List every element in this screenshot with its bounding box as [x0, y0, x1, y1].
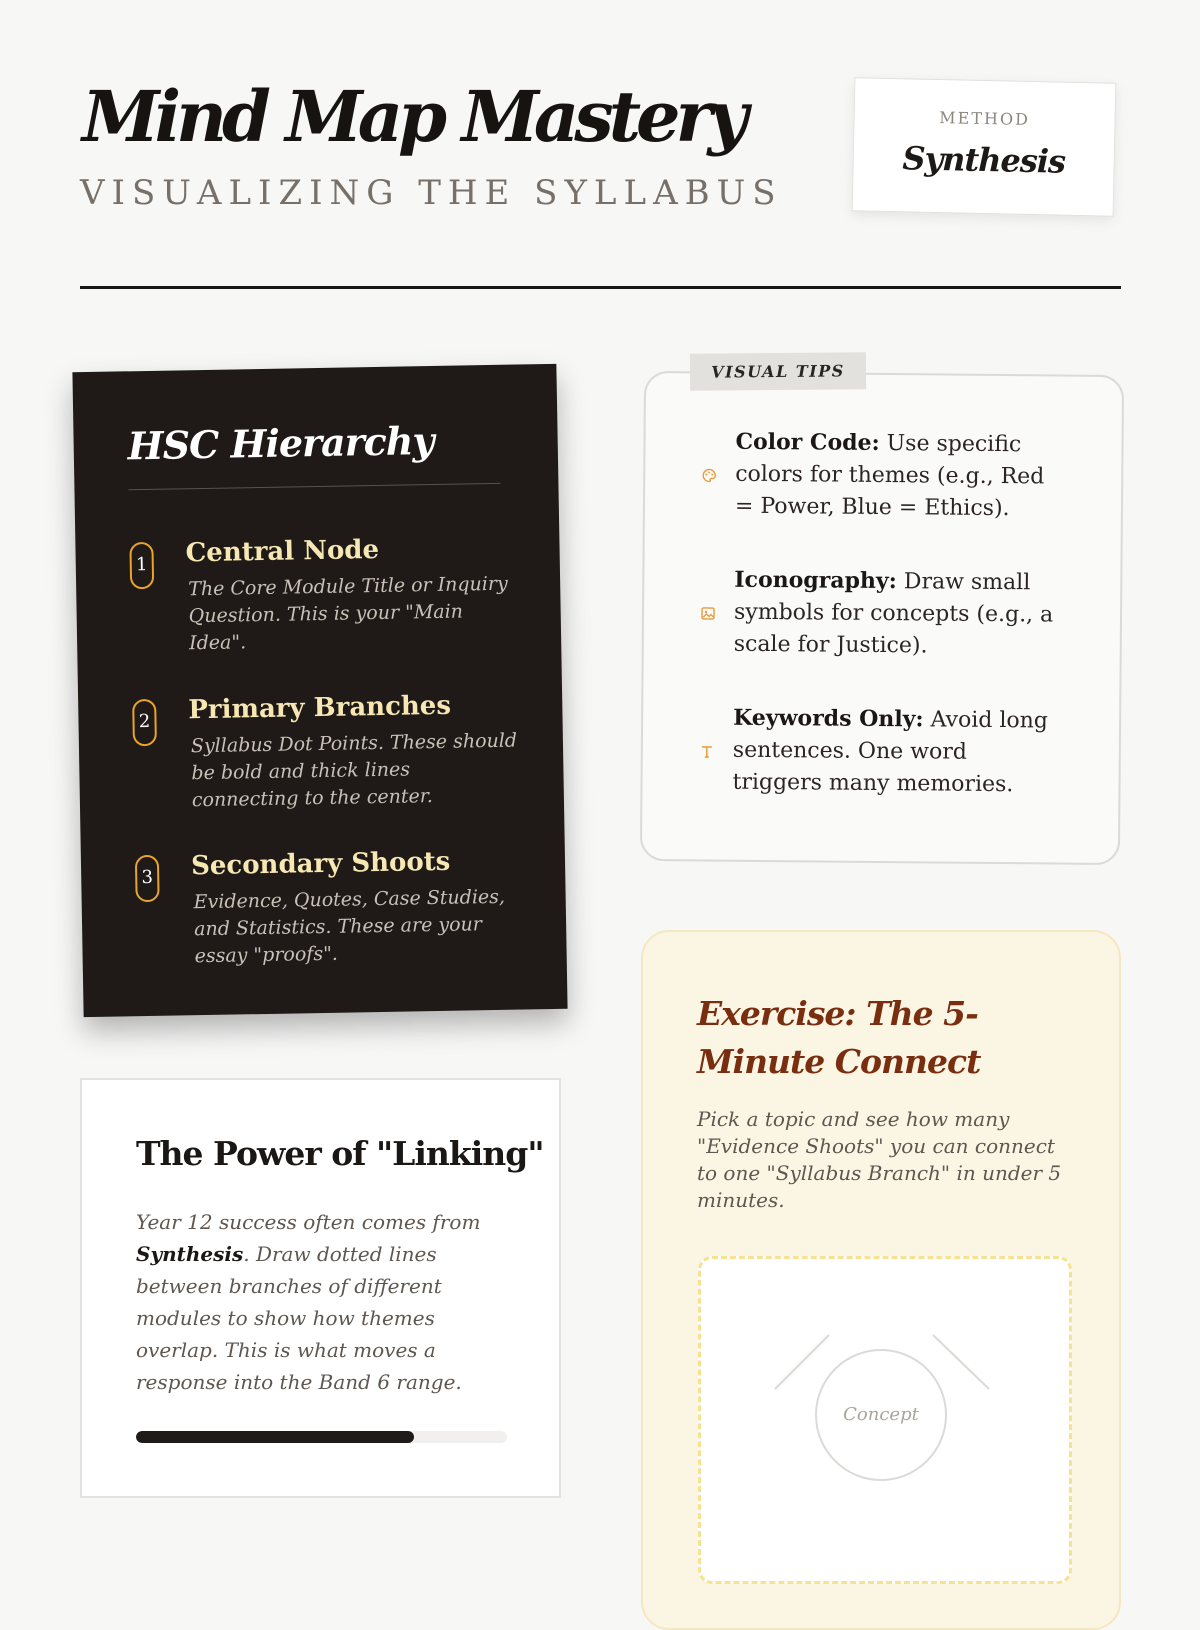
tip-description: Use specific colors for themes (e.g., Red = Power, Blue = Ethics). — [734, 430, 1045, 522]
tip-description: Avoid long sentences. One word triggers many memories. — [732, 707, 1049, 798]
hierarchy-title: HSC Hierarchy — [127, 417, 434, 469]
palette-icon — [701, 467, 717, 483]
linking-body — [136, 1206, 511, 1398]
step-number-badge: 1 — [129, 542, 154, 589]
concept-node[interactable]: Concept — [815, 1349, 947, 1481]
tip-iconography — [734, 564, 1065, 664]
linking-body-start: Year 12 success often comes from — [136, 1210, 481, 1234]
tip-term: Color Code: — [735, 428, 880, 456]
hierarchy-item-heading: Primary Branches — [188, 690, 452, 726]
method-card — [852, 77, 1117, 216]
progress-fill — [136, 1431, 414, 1443]
hierarchy-item-heading: Central Node — [185, 534, 380, 569]
linking-body-end: . Draw dotted lines between branches of different modules to show how themes overlap. This is what moves a response into the Band 6 range. — [136, 1242, 462, 1394]
step-number-badge: 3 — [135, 855, 160, 902]
method-value: Synthesis — [902, 139, 1066, 181]
right-branch-line — [933, 1335, 989, 1389]
page-subtitle: VISUALIZING THE SYLLABUS — [80, 173, 783, 213]
image-icon — [700, 605, 716, 621]
hierarchy-item-primary-branches — [132, 690, 518, 812]
hierarchy-item-heading: Secondary Shoots — [190, 846, 451, 882]
mind-map-drawing-area[interactable] — [698, 1256, 1072, 1584]
tip-description: Draw small symbols for concepts (e.g., a scale for Justice). — [733, 569, 1054, 659]
left-branch-line — [775, 1335, 829, 1389]
linking-body-emphasis: Synthesis — [136, 1242, 244, 1266]
exercise-card — [641, 930, 1121, 1630]
visual-tips-tag: VISUAL TIPS — [690, 352, 866, 391]
hierarchy-item-central-node — [129, 533, 509, 655]
page-title: Mind Map Mastery — [82, 75, 744, 158]
hierarchy-card — [72, 364, 567, 1017]
tip-keywords-only — [732, 702, 1063, 802]
visual-tips-card — [640, 371, 1124, 865]
exercise-title: Exercise: The 5-Minute Connect — [697, 994, 981, 1081]
linking-title: The Power of "Linking" — [136, 1134, 544, 1173]
header-divider — [80, 286, 1121, 289]
hierarchy-item-description: Evidence, Quotes, Case Studies, and Statistics. These are your essay "proofs". — [193, 885, 506, 968]
hierarchy-item-description: Syllabus Dot Points. These should be bold and thick lines connecting to the center. — [190, 729, 518, 812]
tip-color-code — [735, 426, 1066, 526]
text-icon — [699, 743, 715, 759]
exercise-body: Pick a topic and see how many "Evidence Shoots" you can connect to one "Syllabus Branch" in under 5 minutes. — [697, 1107, 1062, 1212]
hierarchy-divider — [128, 483, 500, 490]
tip-term: Keywords Only: — [733, 704, 924, 733]
progress-bar — [136, 1431, 507, 1443]
tip-term: Iconography: — [734, 566, 897, 595]
linking-card — [80, 1078, 561, 1498]
step-number-badge: 2 — [132, 699, 157, 746]
hierarchy-item-secondary-shoots — [135, 846, 515, 968]
hierarchy-item-description: The Core Module Title or Inquiry Question. This is your "Main Idea". — [188, 572, 508, 655]
method-label: METHOD — [939, 108, 1031, 129]
